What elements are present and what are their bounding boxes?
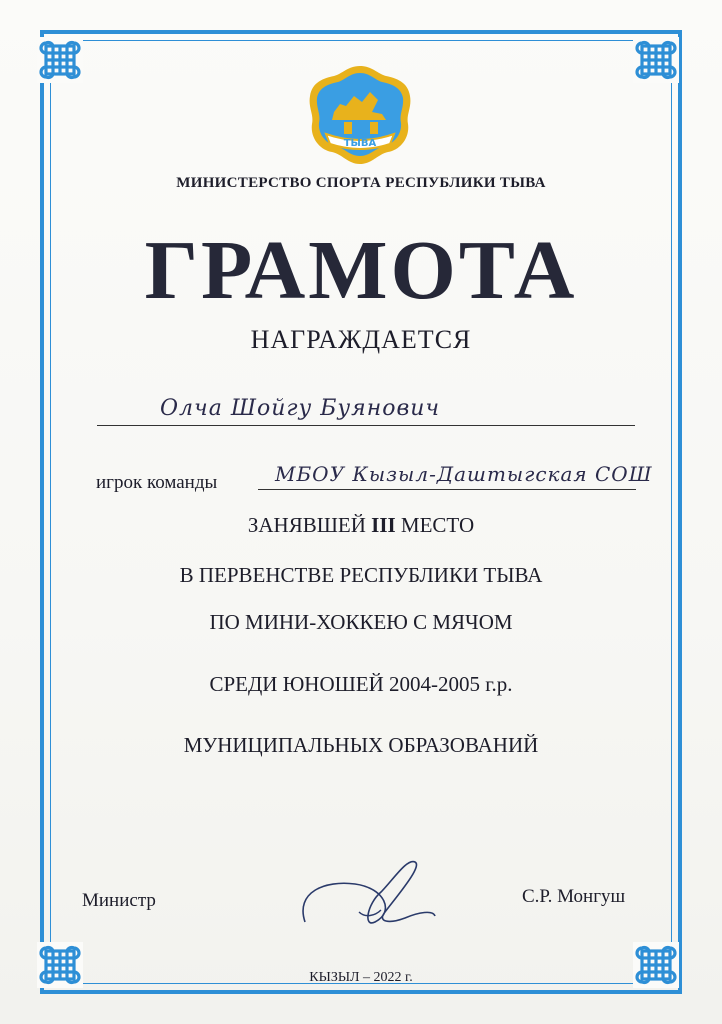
- name-underline: [97, 425, 635, 426]
- place-prefix: ЗАНЯВШЕЙ: [247, 513, 372, 537]
- place-number: III: [371, 513, 396, 537]
- event-line-1: В ПЕРВЕНСТВЕ РЕСПУБЛИКИ ТЫВА: [179, 563, 543, 587]
- event-line-2: ПО МИНИ-ХОККЕЮ С МЯЧОМ: [209, 610, 513, 634]
- signature: [285, 852, 445, 942]
- place-suffix: МЕСТО: [395, 513, 475, 537]
- footer-place-date: КЫЗЫЛ – 2022 г.: [309, 970, 413, 985]
- ministry-header: МИНИСТЕРСТВО СПОРТА РЕСПУБЛИКИ ТЫВА: [176, 175, 546, 191]
- minister-label: Министр: [82, 890, 156, 911]
- recipient-name: Олча Шойгу Буянович: [160, 396, 441, 421]
- minister-name: С.Р. Монгуш: [522, 886, 626, 907]
- page-title: ГРАМОТА: [144, 224, 578, 317]
- event-line-4: МУНИЦИПАЛЬНЫХ ОБРАЗОВАНИЙ: [183, 733, 539, 757]
- team-name: МБОУ Кызыл-Даштыгская СОШ: [275, 462, 653, 486]
- tuva-emblem-icon: [300, 62, 420, 172]
- team-label: игрок команды: [96, 472, 218, 493]
- place-line: [0, 513, 722, 538]
- team-underline: [258, 489, 636, 490]
- event-line-3: СРЕДИ ЮНОШЕЙ 2004-2005 г.р.: [209, 672, 513, 696]
- endless-knot-icon: [37, 37, 83, 83]
- emblem-text: ТЫВА: [343, 138, 377, 149]
- awarded-heading: НАГРАЖДАЕТСЯ: [250, 325, 472, 354]
- endless-knot-icon: [633, 37, 679, 83]
